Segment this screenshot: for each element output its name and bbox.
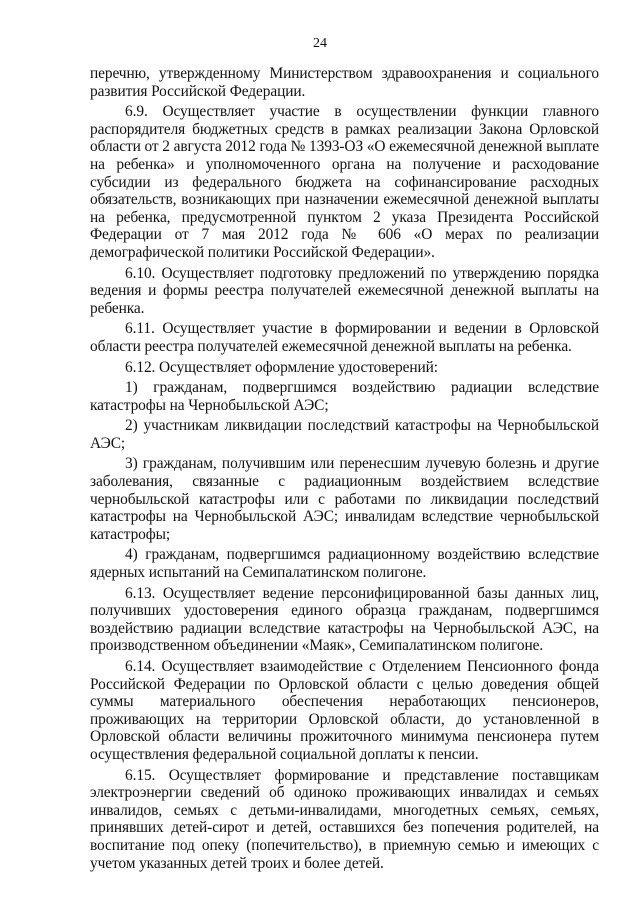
paragraph-continuation: перечню, утвержденному Министерством здравоохранения и социального развития Российской Федерации.	[90, 65, 599, 100]
list-item-2: 2) участникам ликвидации последствий катастрофы на Чернобыльской АЭС;	[90, 417, 599, 452]
paragraph-6-15: 6.15. Осуществляет формирование и представление поставщикам электроэнергии сведений об одиноко проживающих инвалидах и семьях инвалидов, семьях с детьми-инвалидами, многодетных семьях, семьях, принявших детей-сирот и детей, оставшихся без попечения родителей, на воспитание под опеку (попечительство), в приемную семью и имеющих с учетом указанных детей троих и более детей.	[90, 766, 599, 872]
paragraph-6-13: 6.13. Осуществляет ведение персонифицированной базы данных лиц, получивших удостоверения единого образца гражданам, подвергшимся воздействию радиации вследствие катастрофы на Чернобыльской АЭС, на производственном объединении «Маяк», Семипалатинском полигоне.	[90, 584, 599, 655]
document-body	[90, 65, 599, 875]
page-number: 24	[313, 36, 327, 51]
list-item-3: 3) гражданам, получившим или перенесшим лучевую болезнь и другие заболевания, связанные с радиационным воздействием вследствие чернобыльской катастрофы или с работами по ликвидации последствий катастрофы на Чернобыльской АЭС; инвалидам вследствие чернобыльской катастрофы;	[90, 455, 599, 543]
paragraph-6-10: 6.10. Осуществляет подготовку предложений по утверждению порядка ведения и формы реестра получателей ежемесячной денежной выплаты на ребенка.	[90, 264, 599, 317]
paragraph-6-14: 6.14. Осуществляет взаимодействие с Отделением Пенсионного фонда Российской Федерации по Орловской области с целью доведения общей суммы материального обеспечения неработающих пенсионеров, проживающих на территории Орловской области, до установленной в Орловской области величины прожиточного минимума пенсионера путем осуществления федеральной социальной доплаты к пенсии.	[90, 658, 599, 763]
paragraph-6-11: 6.11. Осуществляет участие в формировании и ведении в Орловской области реестра получателей ежемесячной денежной выплаты на ребенка.	[90, 320, 599, 355]
paragraph-6-9: 6.9. Осуществляет участие в осуществлении функции главного распорядителя бюджетных средств в рамках реализации Закона Орловской области от 2 августа 2012 года № 1393-ОЗ «О ежемесячной денежной выплате на ребенка» и уполномоченного органа на получение и расходование субсидии из федерального бюджета на софинансирование расходных обязательств, возникающих при назначении ежемесячной денежной выплаты на ребенка, предусмотренной пунктом 2 указа Президента Российской Федерации от 7 мая 2012 года № 606 «О мерах по реализации демографической политики Российской Федерации».	[90, 103, 599, 261]
paragraph-6-12: 6.12. Осуществляет оформление удостоверений:	[125, 358, 438, 376]
list-item-4: 4) гражданам, подвергшимся радиационному воздействию вследствие ядерных испытаний на Семипалатинском полигоне.	[90, 546, 599, 582]
list-item-1: 1) гражданам, подвергшимся воздействию радиации вследствие катастрофы на Чернобыльской АЭС;	[90, 379, 599, 414]
